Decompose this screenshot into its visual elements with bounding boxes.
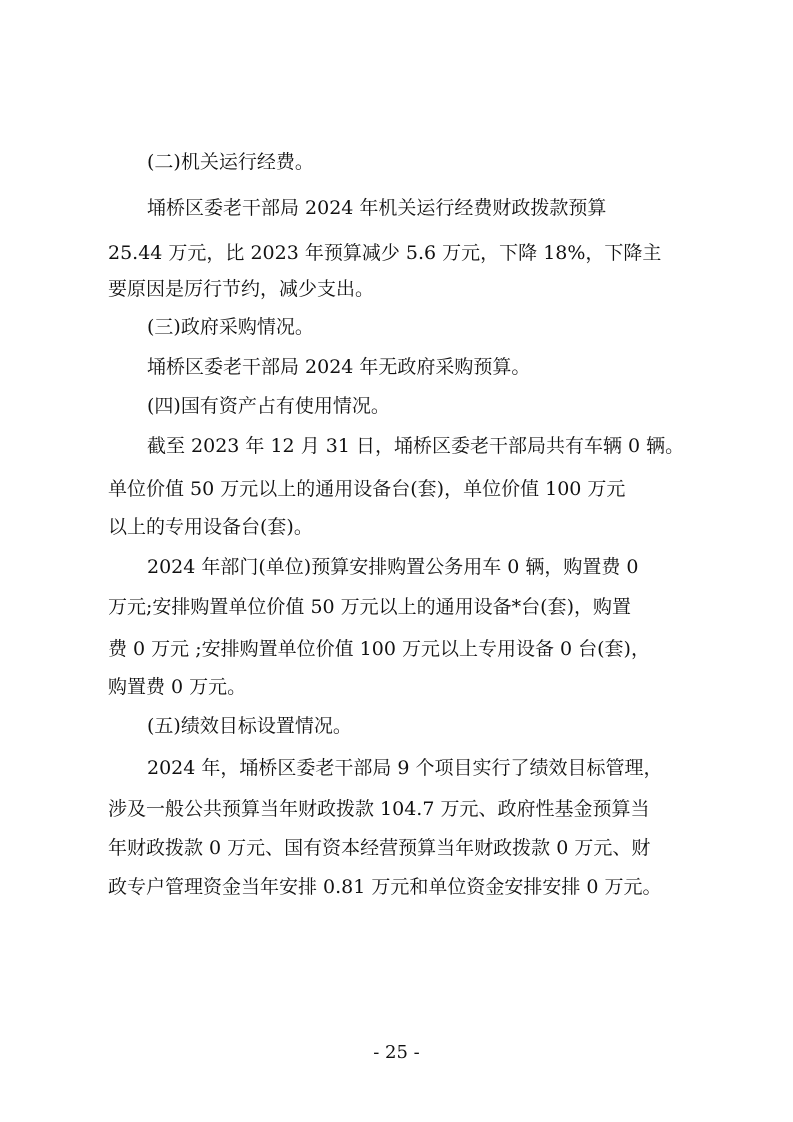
paragraph-line: 2024 年部门(单位)预算安排购置公务用车 0 辆，购置费 0	[147, 556, 639, 578]
paragraph-line: 涉及一般公共预算当年财政拨款 104.7 万元、政府性基金预算当	[108, 798, 650, 820]
heading-state-assets: (四)国有资产占有使用情况。	[147, 395, 390, 417]
paragraph-line: 单位价值 50 万元以上的通用设备台(套)，单位价值 100 万元	[108, 478, 626, 500]
paragraph-line: 购置费 0 万元。	[108, 676, 247, 698]
paragraph-line: 25.44 万元，比 2023 年预算减少 5.6 万元，下降 18%，下降主	[108, 242, 662, 264]
paragraph-line: 年财政拨款 0 万元、国有资本经营预算当年财政拨款 0 万元、财	[108, 837, 651, 859]
heading-operating-expenses: (二)机关运行经费。	[147, 151, 314, 173]
paragraph-line: 政专户管理资金当年安排 0.81 万元和单位资金安排安排 0 万元。	[108, 876, 662, 898]
paragraph-line: 截至 2023 年 12 月 31 日，埇桥区委老干部局共有车辆 0 辆。	[147, 435, 685, 457]
paragraph-line: 以上的专用设备台(套)。	[108, 516, 313, 538]
paragraph-line: 2024 年，埇桥区委老干部局 9 个项目实行了绩效目标管理，	[147, 757, 663, 779]
paragraph-line: 埇桥区委老干部局 2024 年无政府采购预算。	[147, 356, 531, 378]
paragraph-line: 费 0 万元 ;安排购置单位价值 100 万元以上专用设备 0 台(套)，	[108, 638, 650, 660]
paragraph-line: 万元;安排购置单位价值 50 万元以上的通用设备*台(套)，购置	[108, 596, 631, 618]
paragraph-line: 埇桥区委老干部局 2024 年机关运行经费财政拨款预算	[147, 197, 607, 219]
heading-government-procurement: (三)政府采购情况。	[147, 316, 314, 338]
paragraph-line: 要原因是厉行节约，减少支出。	[108, 278, 375, 300]
heading-performance-targets: (五)绩效目标设置情况。	[147, 715, 352, 737]
page-number: - 25 -	[373, 1042, 420, 1063]
